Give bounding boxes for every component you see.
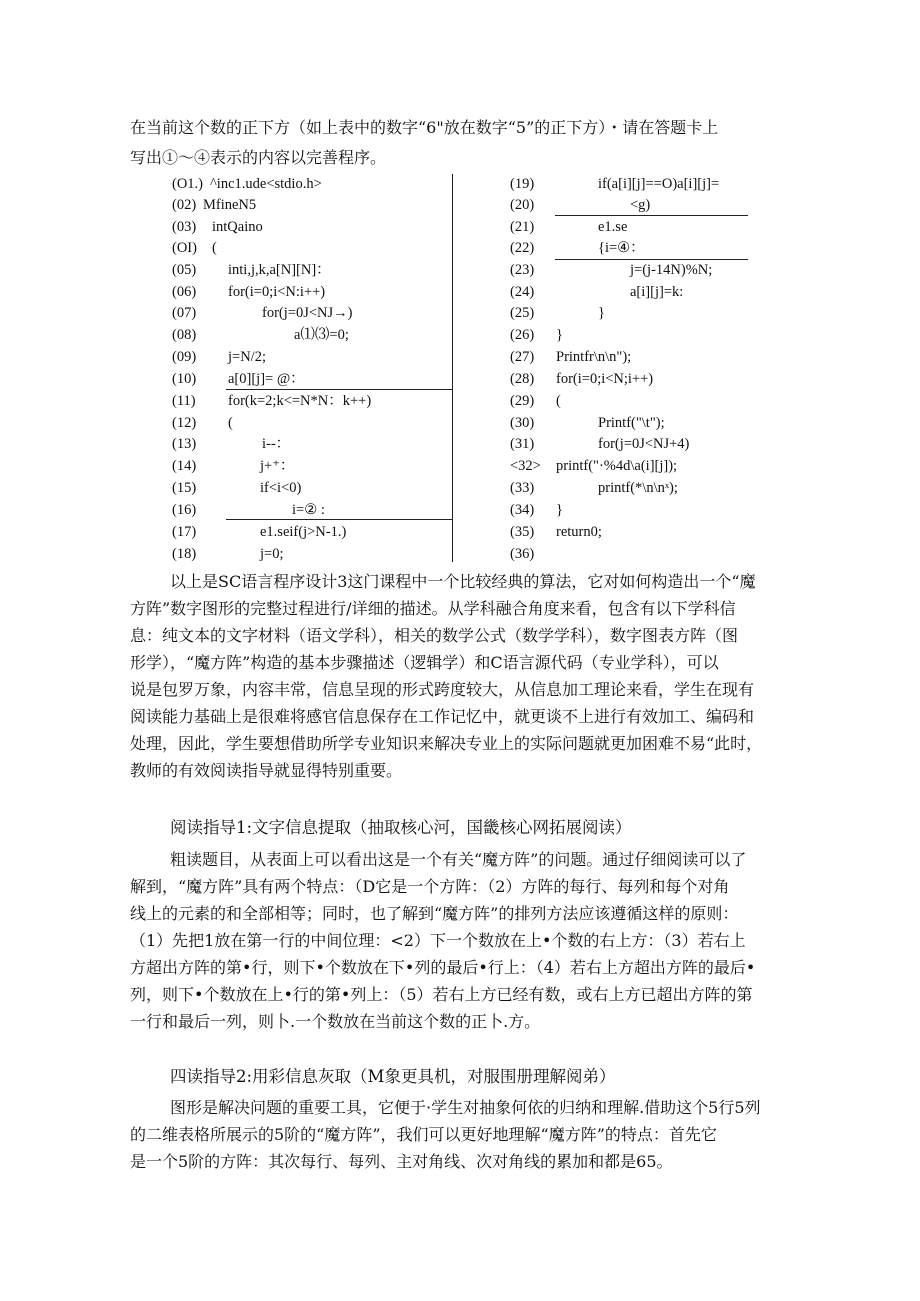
paragraph-line: 解到，“魔方阵”具有两个特点：（D它是一个方阵：（2）方阵的每行、每列和每个对角 [130, 877, 730, 896]
column-divider [452, 174, 453, 562]
paragraph-line: 以上是SC语言程序设计3这门课程中一个比较经典的算法，它对如何构造出一个“魔 [170, 572, 756, 591]
paragraph-line: 方阵”数字图形的完整过程进行/详细的描述。从学科融合角度来看，包含有以下学科信 [130, 599, 736, 618]
paragraph-line: 图形是解决问题的重要工具，它便于·学生对抽象何依的归纳和理解.借助这个5行5列 [170, 1098, 761, 1117]
paragraph-line: 阅读能力基础上是很难将感官信息保存在工作记忆中，就更谈不上进行有效加工、编码和 [130, 707, 755, 726]
paragraph-line: 线上的元素的和全部相等；同时，也了解到“魔方阵”的排列方法应该遵循这样的原则： [130, 904, 739, 923]
paragraph-line: 的二维表格所展示的5阶的“魔方阵”，我们可以更好地理解“魔方阵”的特点：首先它 [130, 1125, 717, 1144]
paragraph-2 [130, 846, 795, 1035]
paragraph-line: 列，则下•个数放在上•行的第•列上：（5）若右上方已经有数，或右上方已超出方阵的第 [130, 985, 753, 1004]
intro-line-2: 写出①〜④表示的内容以完善程序。 [130, 148, 387, 167]
paragraph-line: 一行和最后一列，则卜.一个数放在当前这个数的正卜.方。 [130, 1012, 541, 1031]
underline-rule [555, 215, 748, 216]
paragraph-line: 说是包罗万象，内容丰常，信息呈现的形式跨度较大，从信息加工理论来看，学生在现有 [130, 680, 755, 699]
intro-line-1: 在当前这个数的正下方（如上表中的数字“6"放在数字“5”的正下方）・请在答题卡上 [130, 118, 719, 137]
underline-rule [226, 389, 452, 390]
underline-rule [555, 259, 748, 260]
section-heading-2: 四读指导2:用彩信息灰取（M象更具机，对服围册理解阅弟） [170, 1067, 616, 1086]
paragraph-line: 处理，因此，学生要想借助所学专业知识来解决专业上的实际问题就更加困难不易“此时， [130, 734, 763, 753]
paragraph-3 [130, 1094, 795, 1175]
paragraph-line: 方超出方阵的第•行，则下•个数放在下•列的最后•行上：（4）若右上方超出方阵的最后• [130, 958, 756, 977]
paragraph-line: 粗读题目，从表面上可以看出这是一个有关“魔方阵”的问题。通过仔细阅读可以了 [170, 850, 747, 869]
paragraph-line: 是一个5阶的方阵：其次每行、每列、主对角线、次对角线的累加和都是65。 [130, 1152, 673, 1171]
paragraph-line: （1）先把1放在第一行的中间位理：<2）下一个数放在上•个数的右上方：（3）若右上 [130, 931, 746, 950]
paragraph-line: 形学），“魔方阵”构造的基本步骤描述（逻辑学）和C语言源代码（专业学科），可以 [130, 653, 719, 672]
paragraph-line: 教师的有效阅读指导就显得特别重要。 [130, 761, 403, 780]
code-left-column: (O1.) ^inc1.ude<stdio.h> (02) MfineN5 (03) intQaino (OI) ( (05) inti,j,k,a[N][N]： (06) for(i=0;i<N:i++) (07) for(j=0J<NJ→) (08) a⑴⑶=0; (09) j=N/2; (10) a[0][j]= @： (11) for(k=2;k<=N*N：k++) (12) ( (13) i--： (14) j+⁺： (15) if<i<0) (16) i=② : (17) e1.seif(j>N-1.) (18) j=0; [172, 176, 372, 562]
section-heading-1: 阅读指导1:文字信息提取（抽取核心河，国畿核心网拓展阅读） [170, 818, 632, 837]
paragraph-1 [130, 568, 795, 784]
code-right-column: (19) if(a[i][j]==O)a[i][j]= (20) <g) (21) e1.se (22) {i=④： (23) j=(j-14N)%N; (24) a[i][j]=k: (25) } (26) } (27) Printfr\n\n"); (28) for(i=0;i<N;i++) (29) ( (30) Printf("\t"); (31) for(j=0J<NJ+4) <32> printf("·%4d\a(i][j]); (33) printf(*\n\nˣ); (34) } (35) return0; (36) [510, 176, 720, 562]
paragraph-line: 息：纯文本的文字材料（语文学科），相关的数学公式（数学学科），数字图表方阵（图 [130, 626, 739, 645]
underline-rule [226, 519, 452, 520]
